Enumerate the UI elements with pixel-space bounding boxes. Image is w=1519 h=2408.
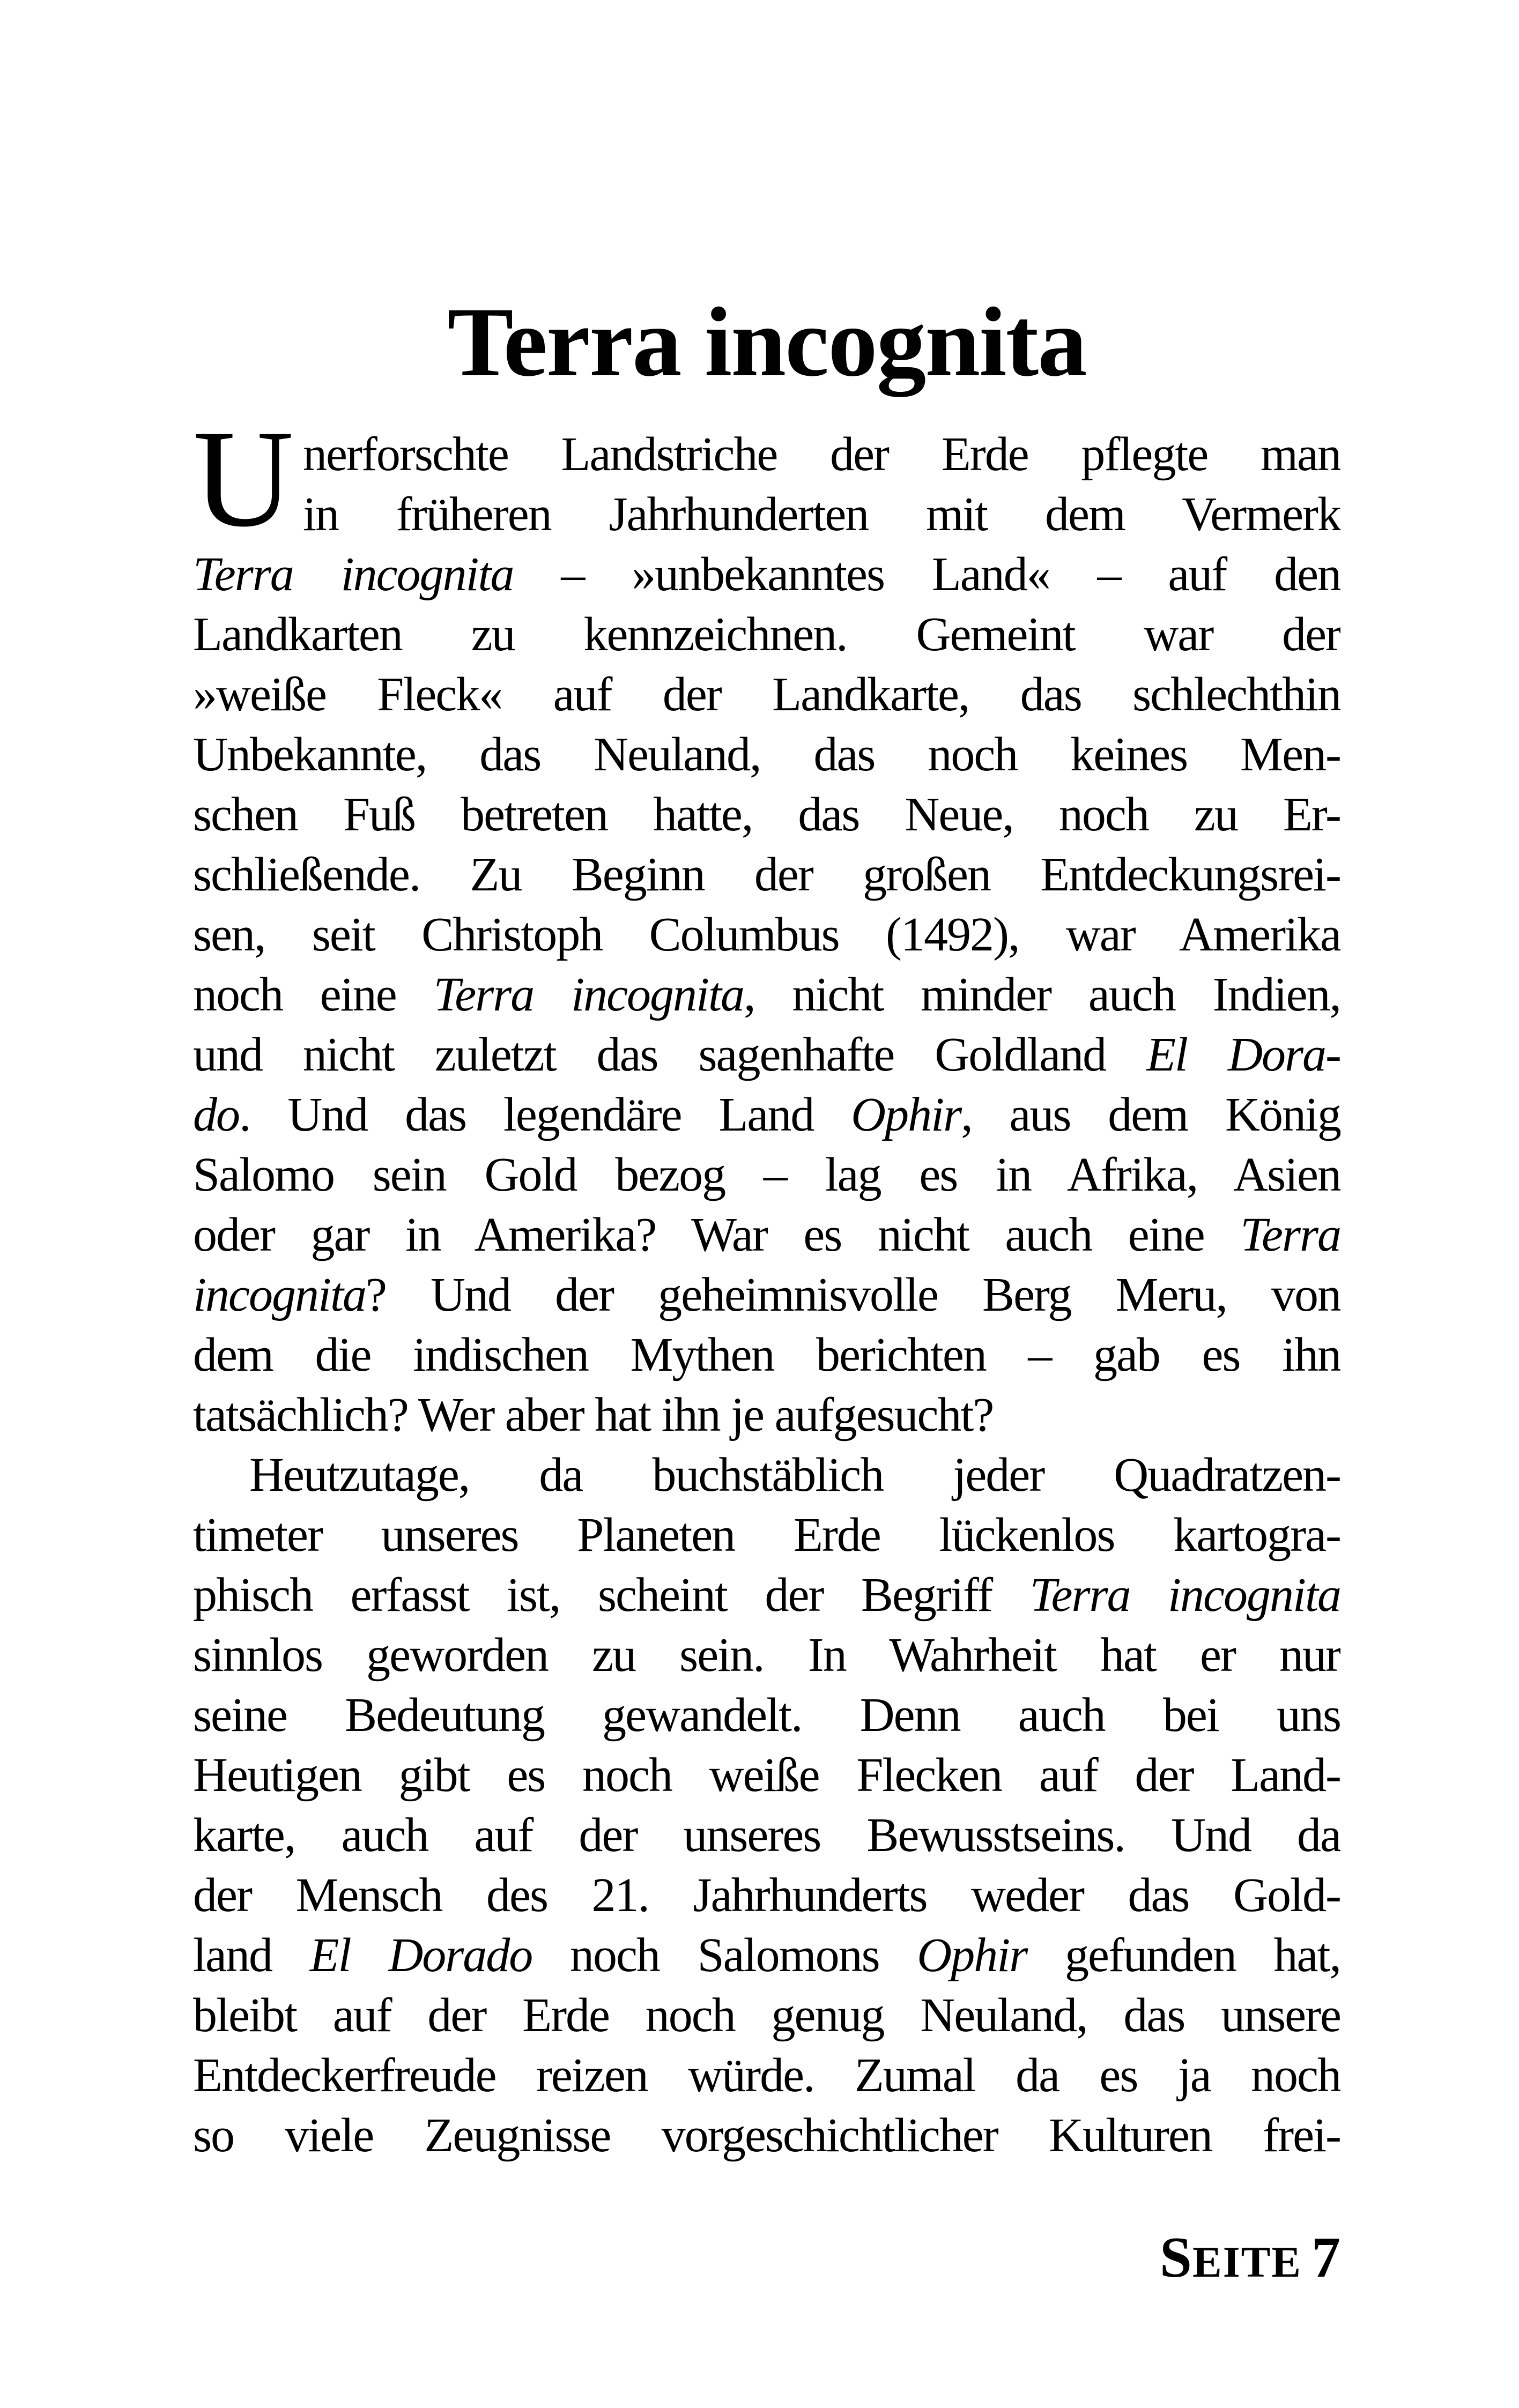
text-line: so viele Zeugnisse vorgeschichtlicher Kulturen frei-: [193, 2109, 1340, 2162]
text-line: tatsächlich? Wer aber hat ihn je aufgesucht?: [193, 1388, 994, 1441]
text-line: sen, seit Christoph Columbus (1492), war Amerika: [193, 908, 1340, 961]
text-line: Unbekannte, das Neuland, das noch keines Men-: [193, 728, 1340, 781]
text-line: timeter unseres Planeten Erde lückenlos kartogra-: [193, 1508, 1340, 1562]
text-line: incognita? Und der geheimnisvolle Berg Meru, von: [193, 1268, 1340, 1321]
text-line: Heutigen gibt es noch weiße Flecken auf der Land-: [193, 1749, 1340, 1802]
text-line: »weiße Fleck« auf der Landkarte, das schlechthin: [193, 668, 1340, 721]
text-line: sinnlos geworden zu sein. In Wahrheit hat er nur: [193, 1629, 1340, 1682]
text-line: dem die indischen Mythen berichten – gab es ihn: [193, 1328, 1340, 1381]
text-line: Heutzutage, da buchstäblich jeder Quadratzen-: [249, 1448, 1340, 1502]
footer-label-rest: EITE: [1192, 2238, 1302, 2286]
text-line: und nicht zuletzt das sagenhafte Goldland El Dora-: [193, 1028, 1340, 1081]
text-line: karte, auch auf der unseres Bewusstseins. Und da: [193, 1809, 1340, 1862]
text-line: noch eine Terra incognita, nicht minder auch Indien,: [193, 968, 1340, 1021]
page-title: Terra incognita: [447, 287, 1086, 397]
text-line: der Mensch des 21. Jahrhunderts weder das Gold-: [193, 1869, 1340, 1922]
body-text: [193, 425, 1340, 2166]
text-line: in früheren Jahrhunderten mit dem Vermerk: [303, 488, 1340, 541]
text-line: Landkarten zu kennzeichnen. Gemeint war der: [193, 608, 1340, 661]
text-line: nerforschte Landstriche der Erde pflegte man: [303, 428, 1340, 481]
text-line: schen Fuß betreten hatte, das Neue, noch zu Er-: [193, 788, 1340, 841]
text-line: do. Und das legendäre Land Ophir, aus dem König: [193, 1088, 1340, 1141]
text-line: seine Bedeutung gewandelt. Denn auch bei uns: [193, 1689, 1340, 1742]
text-line: Salomo sein Gold bezog – lag es in Afrika, Asien: [193, 1148, 1340, 1201]
text-line: oder gar in Amerika? War es nicht auch eine Terra: [193, 1208, 1340, 1261]
drop-cap-letter: U: [193, 402, 294, 556]
text-line: land El Dorado noch Salomons Ophir gefunden hat,: [193, 1929, 1340, 1982]
text-line: phisch erfasst ist, scheint der Begriff Terra incognita: [193, 1569, 1340, 1622]
text-line: schließende. Zu Beginn der großen Entdeckungsrei-: [193, 848, 1340, 901]
text-line: bleibt auf der Erde noch genug Neuland, das unsere: [193, 1989, 1340, 2042]
text-line: Terra incognita – »unbekanntes Land« – auf den: [193, 548, 1340, 601]
text-line: Entdeckerfreude reizen würde. Zumal da es ja noch: [193, 2049, 1340, 2102]
page-footer: [193, 2226, 1340, 2290]
page-number: 7: [1311, 2226, 1340, 2290]
footer-label-initial: S: [1159, 2226, 1192, 2290]
